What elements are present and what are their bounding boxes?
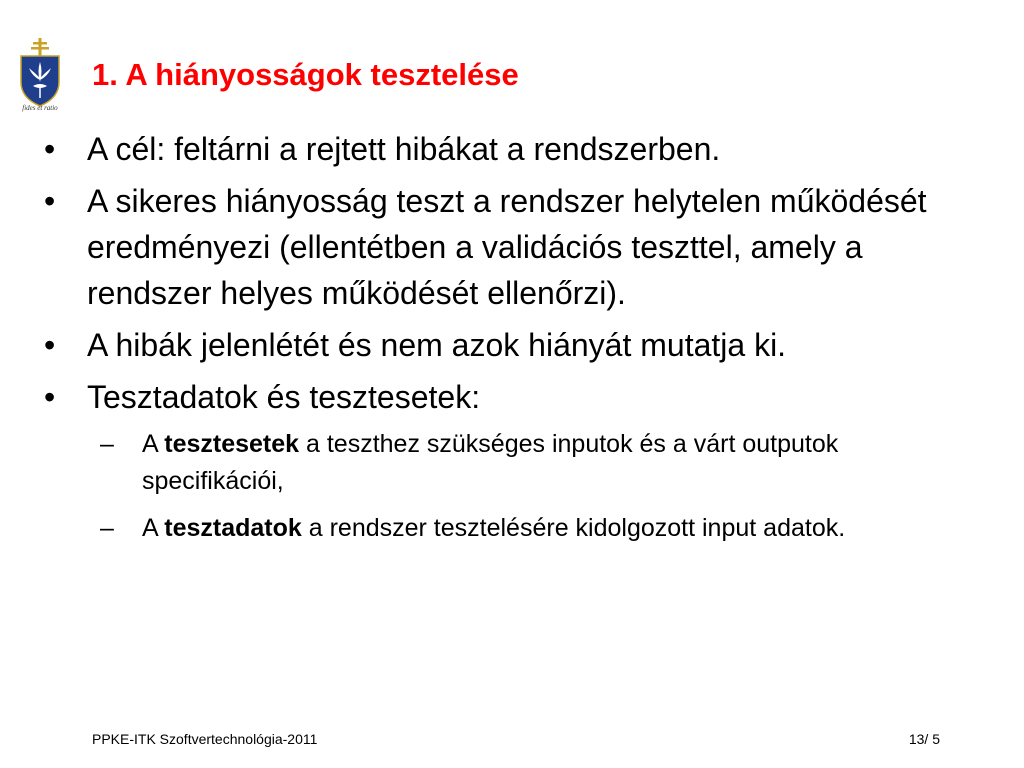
sub-bullet-text: a teszthez szükséges inputok és a várt outputok specifikációi,: [142, 430, 839, 495]
bullet-text: A cél: feltárni a rejtett hibákat a rendszerben.: [87, 131, 721, 167]
sub-bullet-term: tesztesetek: [164, 430, 300, 458]
bullet-marker: •: [44, 327, 56, 363]
sub-bullet-list: [87, 426, 984, 547]
sub-bullet-marker: –: [100, 514, 114, 542]
sub-bullet-term: tesztadatok: [164, 514, 302, 542]
bullet-item: [44, 374, 984, 547]
slide-title: 1. A hiányosságok tesztelése: [92, 57, 519, 92]
bullet-marker: •: [44, 379, 56, 415]
bullet-item: [44, 322, 984, 368]
bullet-text: A sikeres hiányosság teszt a rendszer helytelen működését eredményezi (ellentétben a validációs teszttel, amely a rendszer helyes működését ellenőrzi).: [87, 183, 927, 311]
bullet-marker: •: [44, 131, 56, 167]
bullet-text: A hibák jelenlétét és nem azok hiányát mutatja ki.: [87, 327, 787, 363]
bullet-list: [44, 126, 984, 557]
bullet-item: [44, 178, 984, 316]
sub-bullet-marker: –: [100, 430, 114, 458]
sub-bullet-item: [100, 510, 984, 547]
bullet-text: Tesztadatok és tesztesetek:: [87, 379, 481, 415]
sub-bullet-item: [100, 426, 984, 500]
footer-page-number: 13/ 5: [908, 731, 940, 747]
sub-bullet-text: a rendszer tesztelésére kidolgozott input adatok.: [301, 514, 846, 542]
bullet-marker: •: [44, 183, 56, 219]
footer-course-label: PPKE-ITK Szoftvertechnológia-2011: [92, 731, 318, 747]
crest-motto: fides et ratio: [22, 104, 58, 112]
university-crest-icon: [18, 38, 62, 114]
sub-bullet-prefix: A: [142, 514, 165, 542]
bullet-item: [44, 126, 984, 172]
sub-bullet-prefix: A: [142, 430, 165, 458]
